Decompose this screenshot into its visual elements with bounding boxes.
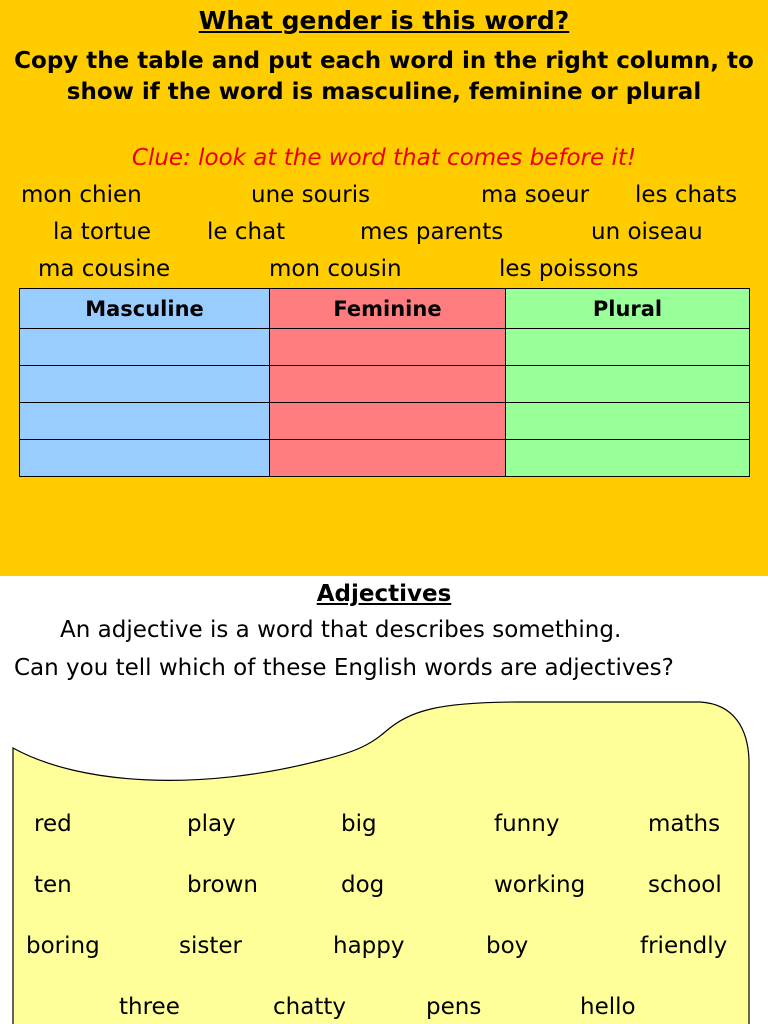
masculine-cell[interactable] <box>20 440 270 477</box>
scroll-shape <box>0 690 768 1024</box>
word-item: mon cousin <box>269 256 402 282</box>
masculine-cell[interactable] <box>20 366 270 403</box>
feminine-cell[interactable] <box>270 329 506 366</box>
adjective-word: maths <box>648 811 721 837</box>
adjectives-question: Can you tell which of these English words are adjectives? <box>14 655 674 681</box>
adjectives-word-bank <box>0 690 768 1024</box>
masculine-cell[interactable] <box>20 329 270 366</box>
table-header-row <box>20 289 750 329</box>
adjective-word: boy <box>486 933 529 959</box>
plural-cell[interactable] <box>506 329 750 366</box>
adjectives-definition: An adjective is a word that describes something. <box>60 617 622 643</box>
gender-instructions: Copy the table and put each word in the right column, to show if the word is masculine, feminine or plural <box>14 48 754 105</box>
word-item: une souris <box>251 182 371 208</box>
gender-title: What gender is this word? <box>198 6 570 35</box>
word-item: un oiseau <box>591 219 703 245</box>
table-row <box>20 329 750 366</box>
word-item: ma cousine <box>38 256 171 282</box>
adjective-word: dog <box>341 872 385 898</box>
word-item: le chat <box>207 219 286 245</box>
adjective-word: sister <box>179 933 242 959</box>
adjective-word: ten <box>34 872 72 898</box>
adjective-word: friendly <box>640 933 728 959</box>
feminine-cell[interactable] <box>270 366 506 403</box>
plural-cell[interactable] <box>506 403 750 440</box>
adjective-word: three <box>119 994 180 1020</box>
feminine-cell[interactable] <box>270 440 506 477</box>
adjectives-title: Adjectives <box>316 581 452 607</box>
feminine-cell[interactable] <box>270 403 506 440</box>
word-item: les chats <box>635 182 738 208</box>
adjective-word: working <box>494 872 586 898</box>
table-row <box>20 440 750 477</box>
word-item: ma soeur <box>481 182 590 208</box>
adjective-word: big <box>341 811 377 837</box>
gender-table <box>19 288 750 477</box>
adjective-word: happy <box>333 933 405 959</box>
adjective-word: play <box>187 811 236 837</box>
adjective-word: hello <box>580 994 636 1020</box>
word-item: mes parents <box>360 219 504 245</box>
adjective-word: school <box>648 872 722 898</box>
word-item: les poissons <box>499 256 639 282</box>
word-item: la tortue <box>53 219 152 245</box>
adjective-word: boring <box>26 933 100 959</box>
table-row <box>20 403 750 440</box>
clue-text: Clue: look at the word that comes before it! <box>131 145 637 171</box>
word-item: mon chien <box>21 182 142 208</box>
adjective-word: funny <box>494 811 560 837</box>
adjective-word: pens <box>426 994 482 1020</box>
plural-cell[interactable] <box>506 440 750 477</box>
masculine-cell[interactable] <box>20 403 270 440</box>
header-plural: Plural <box>506 289 750 329</box>
table-row <box>20 366 750 403</box>
adjective-word: brown <box>187 872 259 898</box>
adjective-word: red <box>34 811 72 837</box>
plural-cell[interactable] <box>506 366 750 403</box>
header-feminine: Feminine <box>270 289 506 329</box>
header-masculine: Masculine <box>20 289 270 329</box>
adjective-word: chatty <box>273 994 346 1020</box>
